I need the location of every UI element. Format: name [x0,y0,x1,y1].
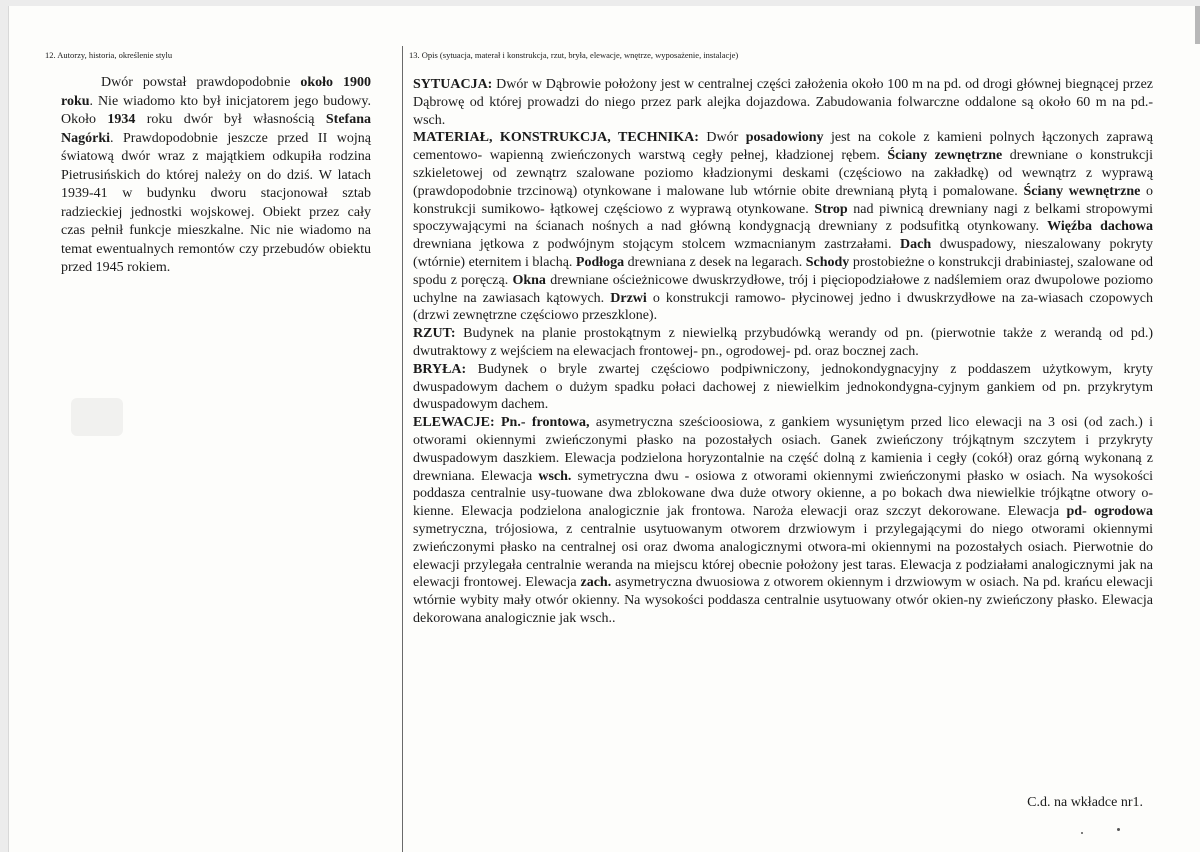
description-heading: 13. Opis (sytuacja, materał i konstrukcja, rzut, bryła, elewacje, wnętrze, wyposażenie, instalacje) [409,50,739,60]
material-term: posadowiony [745,130,824,146]
material-term: Okna [512,272,546,288]
section-material-text: drewniana z desek na legarach. [624,254,806,270]
section-material-text: o konstrukcji ramowo- płycinowej jedno i dwuskrzydłowe na za-wiasach czopowych (drzwi zewnętrzne częściowo przeszklone). [413,290,1153,324]
material-term: Ściany zewnętrzne [887,148,1003,164]
material-term: Ściany wewnętrzne [1023,183,1141,199]
section-material-text: drewniane o konstrukcji szkieletowej od zewnątrz szalowane poziomo kładzionymi deskami (częściowo na zakładkę) od wewnątrz z wyprawą (prawdopodobnie trzcinową) otynkowane i malowane lub wtórnie obite drewnianą płytą i pomalowane. [413,148,1154,199]
material-term: Podłoga [575,254,625,270]
material-term: Dach [900,237,932,253]
section-material-text: dwuspadowy, nieszalowany pokryty (wtórnie) eternitem i blachą. [413,237,1154,270]
material-term: Strop [814,201,848,217]
scan-speck [1117,828,1120,831]
section-bryla-text: Budynek o bryle zwartej częściowo podpiwniczony, jednokondygnacyjny z poddaszem użytkowym, kryty dwuspadowym dachem o dużym spadku połaci dachowej z niewielkim jednokondygna-cyjnym gankiem od pn. przykrytym dwuspadowym dachem. [413,361,1153,413]
section-rzut-text: Budynek na planie prostokątnym z niewielką przybudówką werandy od pn. (pierwotnie także z werandą od pd.) dwutraktowy z wejściem na elewacjach frontowej- pn., ogrodowej- pd. oraz bocznej zach. [413,326,1153,359]
section-material-text: jest na cokole z kamieni polnych łączonych zaprawą cementowo- wapienną zwieńczonych warstwą cegły pełnej, kładzionej rębem. [413,130,1153,164]
elewacje-term: zach. [580,575,612,591]
material-term: Schody [805,254,850,270]
history-text: . Nie wiadomo kto był inicjatorem jego budowy. Około [61,93,371,127]
section-sytuacja-text: Dwór w Dąbrowie położony jest w centralnej części założenia około 100 m na pd. od drogi głównej biegnącej przez Dąbrowę od której prowadzi do niego przez park alejka dojazdowa. Zabudowania folwarczne oddalone są około 60 m na pd.- wsch. [413,77,1153,128]
description-column [409,50,1153,628]
section-elewacje-text: symetryczna, trójosiowa, z centralnie usytuowanym otworem drzwiowym i przylegającymi do niego otworami okiennymi zwieńczonymi płasko na centralnej osi oraz dwoma analogicznymi otwora-mi okiennymi na pozostałych osiach. Pierwotnie do elewacji przylegała centralnie weranda na miejscu której obecnie położony jest taras. Elewacja z podziałami analogicznymi jak na elewacji frontowej. Elewacja [413,521,1153,591]
description-body [409,76,1153,628]
column-divider [402,46,403,852]
elewacje-term: wsch. [538,468,572,484]
section-elewacje-text: symetryczna dwu - osiowa z otworami okiennymi zwieńczonymi płasko w osiach. Na wysokości poddasza centralnie usy-tuowane dwa zblokowane dwa duże otwory okienne, a po bokach dwa niewielkie trójkątne otwory o-kienne. Elewacja podzielona analogicznie jak frontowa. Naroża elewacji oraz szczyt dekorowane. Elewacja [413,468,1153,520]
history-bold-year: 1934 [107,112,136,127]
history-paragraph [39,74,391,278]
section-bryla-heading: BRYŁA: [413,361,467,377]
section-material-text: drewniana jętkowa z podwójnym stojącym stolcem wzmacnianym zastrzałami. [413,237,901,253]
section-material-heading: MATERIAŁ, KONSTRUKCJA, TECHNIKA: [413,130,699,146]
document-page [8,6,1200,852]
history-text: . Prawdopodobnie jeszcze przed II wojną światową dwór wraz z majątkiem odkupiła rodzina Pietrusińskich do której należy on do dziś. W latach 1939-41 w budynku dworu stacjonował sztab radzieckiej jednostki wojskowej. Obiekt przez cały czas pełnił funkcje mieszkalne. Nic nie wiadomo na temat ewentualnych remontów czy przebudów obiektu przed 1945 rokiem. [61,130,371,275]
section-material-text: nad piwnicą drewniany nagi z belkami stropowymi spoczywającymi na ścianach nośnych a nad główną kondygnacją drewniany z podsufitką otynkowany. [413,201,1153,235]
scan-speck [1081,832,1083,834]
history-bold-owner: Stefana Nagórki [61,112,371,146]
section-elewacje-text: asymetryczna dwuosiowa z otworem okiennym i drzwiowym w osiach. Na pd. krańcu elewacji wtórnie wybity mały otwór okienny. Na wysokości poddasza centralnie usytuowany otwór okien-ny zwieńczony płasko. Elewacja dekorowana analogicznie jak wsch.. [413,575,1154,626]
section-rzut-heading: RZUT: [413,326,456,342]
section-elewacje-heading: ELEWACJE: [413,415,495,431]
history-heading: 12. Autorzy, historia, określenie stylu [45,50,173,60]
section-material-text: o konstrukcji sumikowo- łątkowej częściowo z wyprawą otynkowane. [413,183,1154,217]
elewacje-term: Pn.- frontowa, [494,415,590,431]
history-bold-date: około 1900 roku [61,75,371,109]
material-term: Więźba dachowa [1047,219,1153,235]
section-material-text: prostobieżne o konstrukcji drabiniastej, szalowane od spodu z poręczą. [413,254,1154,288]
continuation-note: C.d. na wkładce nr1. [1027,795,1143,810]
history-text: roku dwór był własnością [135,112,326,127]
section-elewacje-text: asymetryczna sześcioosiowa, z gankiem wysuniętym przed lico elewacji na 3 osi (od zach.) i otworami okiennymi zwieńczonymi płasko na pozostałych osiach. Ganek zwieńczony trójkątnym szczytem i przykryty dwuspadowym daszkiem. Elewacja podzielona horyzontalnie na część dolną z kamienia i cegły (cokół) oraz górną wykonaną z drewniana. Elewacja [413,415,1153,484]
history-text: Dwór powstał prawdopodobnie [101,75,301,90]
section-sytuacja-heading: SYTUACJA: [413,77,493,92]
page-edge-mark [1195,6,1200,44]
history-column [39,50,391,278]
scan-smudge [71,398,123,436]
material-term: Drzwi [610,290,647,306]
elewacje-term: pd- ogrodowa [1066,504,1154,520]
section-material-text: drewniane ościeżnicowe dwuskrzydłowe, trój i pięciopodziałowe z nadślemiem oraz dwupolowe poziomo uchylne na zawiasach kątowych. [413,272,1153,306]
section-material-text: Dwór [698,130,746,146]
